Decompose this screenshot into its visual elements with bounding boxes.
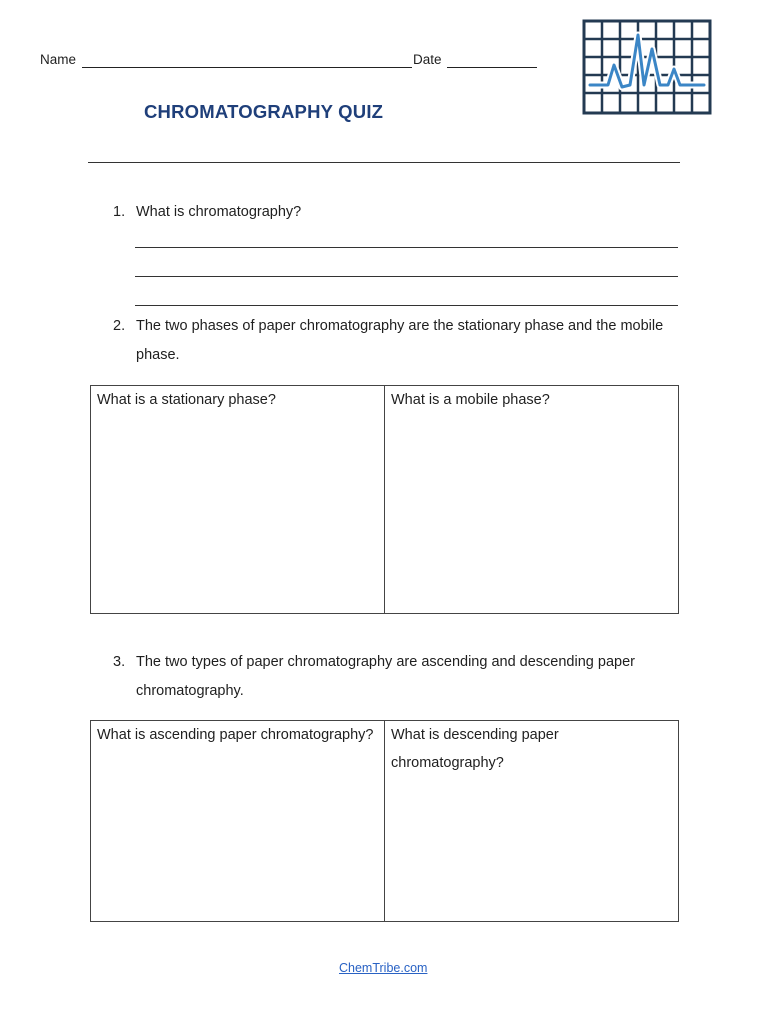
ascending-chromatography-cell[interactable]: What is ascending paper chromatography? [97, 727, 374, 743]
footer-link[interactable]: ChemTribe.com [339, 961, 428, 975]
question-1-answer-line[interactable] [135, 305, 678, 306]
chromatogram-grid-icon [582, 19, 712, 115]
question-3-number: 3. [113, 654, 126, 670]
question-1-answer-line[interactable] [135, 276, 678, 277]
question-2-number: 2. [113, 318, 126, 334]
page-title: CHROMATOGRAPHY QUIZ [144, 101, 384, 122]
question-3-answer-table [90, 720, 679, 922]
mobile-phase-cell[interactable]: What is a mobile phase? [384, 386, 678, 613]
name-label: Name [40, 52, 77, 67]
question-2-text: The two phases of paper chromatography are the stationary phase and the mobile phase. [136, 318, 664, 363]
question-2-answer-table [90, 385, 679, 614]
title-divider [88, 162, 680, 163]
stationary-phase-cell[interactable]: What is a stationary phase? [97, 392, 276, 408]
date-label: Date [413, 52, 442, 67]
name-field-line[interactable] [82, 67, 412, 68]
question-1-text: What is chromatography? [136, 204, 302, 220]
question-1-number: 1. [113, 204, 126, 220]
question-1-answer-line[interactable] [135, 247, 678, 248]
descending-chromatography-cell[interactable]: What is descending paper chromatography? [384, 721, 678, 921]
date-field-line[interactable] [447, 67, 537, 68]
question-3-text: The two types of paper chromatography are ascending and descending paper chromatography. [136, 654, 635, 699]
